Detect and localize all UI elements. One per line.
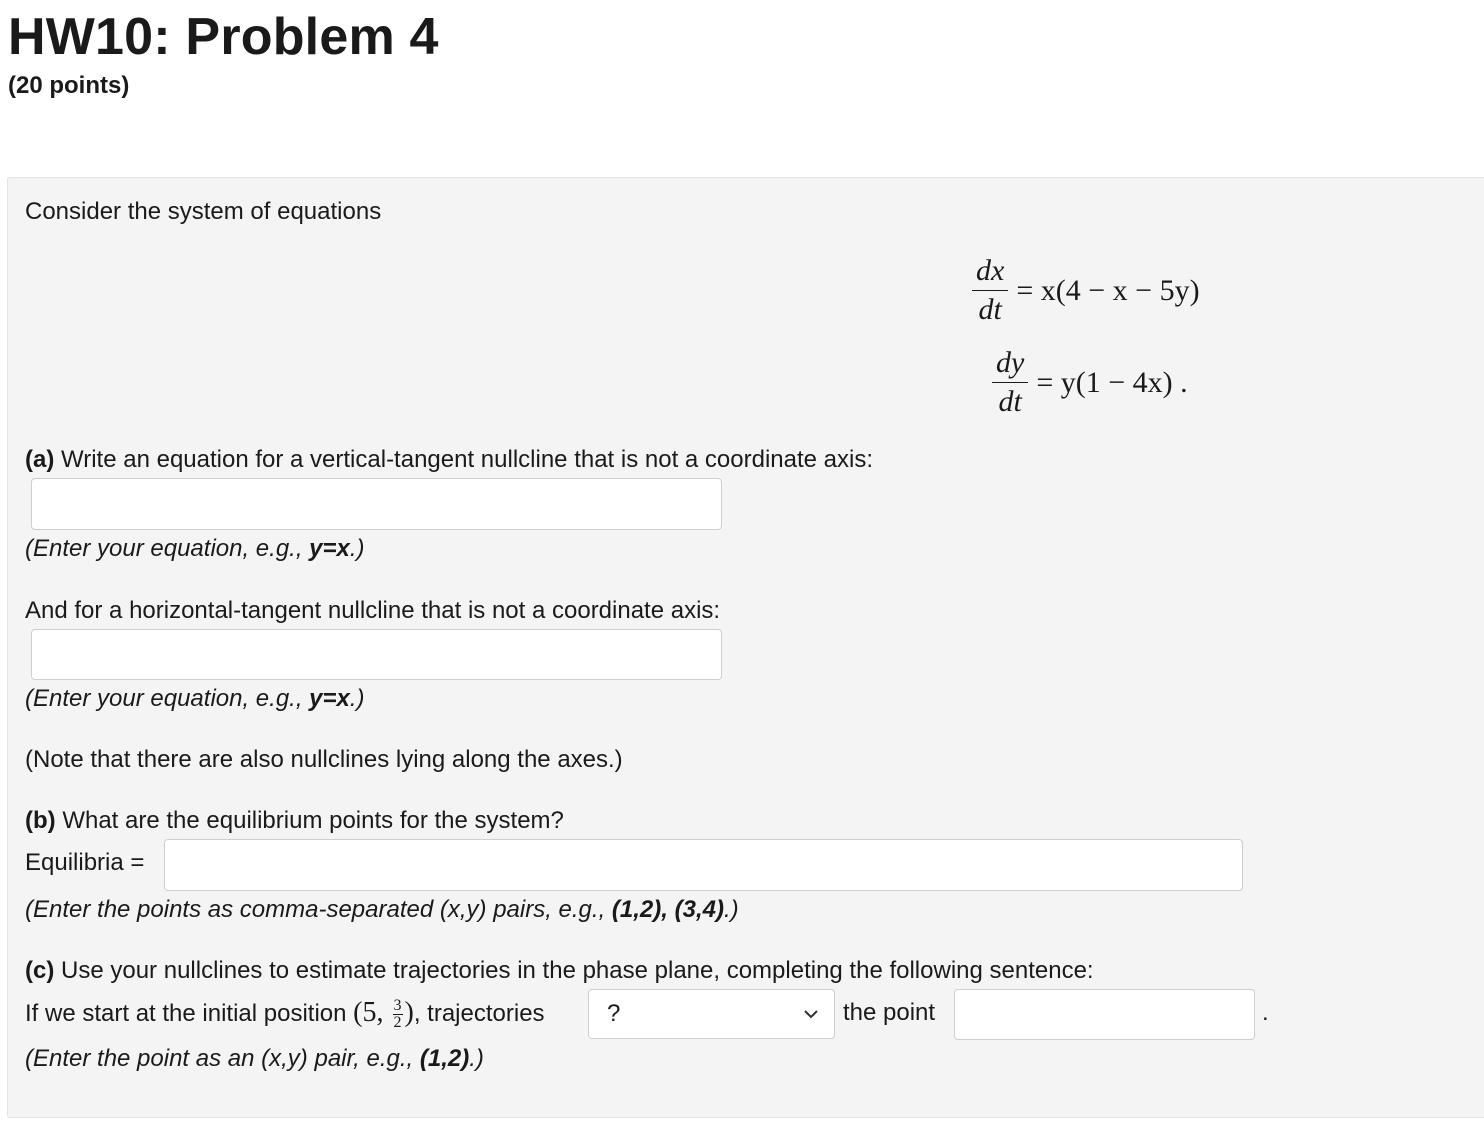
horizontal-nullcline-input[interactable]: [31, 629, 722, 680]
equilibria-label: Equilibria =: [25, 849, 145, 876]
part-a-question: [25, 444, 873, 476]
hint-suffix: .): [723, 896, 739, 923]
part-c-sentence: [25, 997, 545, 1031]
hint-prefix: (Enter the point as an (x,y) pair, e.g.,: [25, 1045, 420, 1072]
page-title: HW10: Problem 4: [8, 8, 439, 66]
part-c-text: Use your nullclines to estimate trajectories in the phase plane, completing the following sentence:: [54, 957, 1094, 984]
part-a-question-2: And for a horizontal-tangent nullcline that is not a coordinate axis:: [25, 597, 721, 624]
part-a-hint-2: [25, 683, 365, 715]
the-point-label: the point: [843, 999, 936, 1026]
sentence-mid: , trajectories: [413, 1000, 545, 1027]
initial-close-paren: ): [404, 997, 414, 1028]
part-c-label: (c): [25, 957, 55, 984]
hint-example: y=x: [309, 535, 350, 562]
part-b-text: What are the equilibrium points for the system?: [55, 807, 564, 834]
hint-prefix: (Enter your equation, e.g.,: [25, 535, 310, 562]
fraction-denominator: 2: [393, 1014, 402, 1032]
vertical-nullcline-input[interactable]: [31, 478, 722, 530]
part-a-hint-1: [25, 533, 365, 565]
part-b-question: [25, 805, 564, 837]
fraction-numerator: 3: [393, 997, 402, 1015]
hint-suffix: .): [469, 1045, 484, 1072]
chevron-down-icon: [802, 1005, 820, 1023]
initial-y-fraction: [393, 998, 403, 1031]
equation-dy-dt: [992, 344, 1188, 421]
part-b-hint: [25, 894, 739, 926]
part-c-question: [25, 955, 1094, 987]
hint-example: y=x: [309, 685, 350, 712]
hint-suffix: .): [349, 685, 365, 712]
part-c-hint: [25, 1043, 484, 1075]
part-a-text: Write an equation for a vertical-tangent nullcline that is not a coordinate axis:: [54, 446, 874, 473]
hint-prefix: (Enter the points as comma-separated (x,y) pairs, e.g.,: [25, 896, 612, 923]
hint-example: (1,2), (3,4): [611, 896, 724, 923]
fraction-denominator: dt: [978, 293, 1002, 326]
hint-example: (1,2): [419, 1045, 470, 1072]
equation-rhs: = x(4 − x − 5y): [1016, 273, 1200, 307]
fraction-dx-dt: [972, 252, 1008, 329]
trajectory-direction-select[interactable]: [588, 989, 835, 1039]
equation-rhs: = y(1 − 4x) .: [1036, 365, 1188, 399]
part-a-label: (a): [25, 446, 55, 473]
fraction-dy-dt: [992, 344, 1028, 421]
axes-note: (Note that there are also nullclines lying along the axes.): [25, 746, 623, 773]
sentence-period: .: [1262, 999, 1269, 1026]
equilibria-input[interactable]: [164, 839, 1243, 891]
hint-prefix: (Enter your equation, e.g.,: [25, 685, 310, 712]
hint-suffix: .): [349, 535, 365, 562]
initial-position: [353, 997, 414, 1032]
intro-text: Consider the system of equations: [25, 198, 382, 225]
fraction-denominator: dt: [998, 385, 1022, 418]
equation-dx-dt: [972, 252, 1200, 329]
fraction-numerator: dx: [972, 252, 1008, 291]
points-label: (20 points): [8, 72, 130, 99]
part-b-label: (b): [25, 807, 56, 834]
initial-x: (5,: [353, 997, 391, 1028]
sentence-start: If we start at the initial position: [25, 1000, 354, 1027]
target-point-input[interactable]: [954, 989, 1255, 1040]
fraction-numerator: dy: [992, 344, 1028, 383]
select-value: ?: [607, 1000, 621, 1027]
